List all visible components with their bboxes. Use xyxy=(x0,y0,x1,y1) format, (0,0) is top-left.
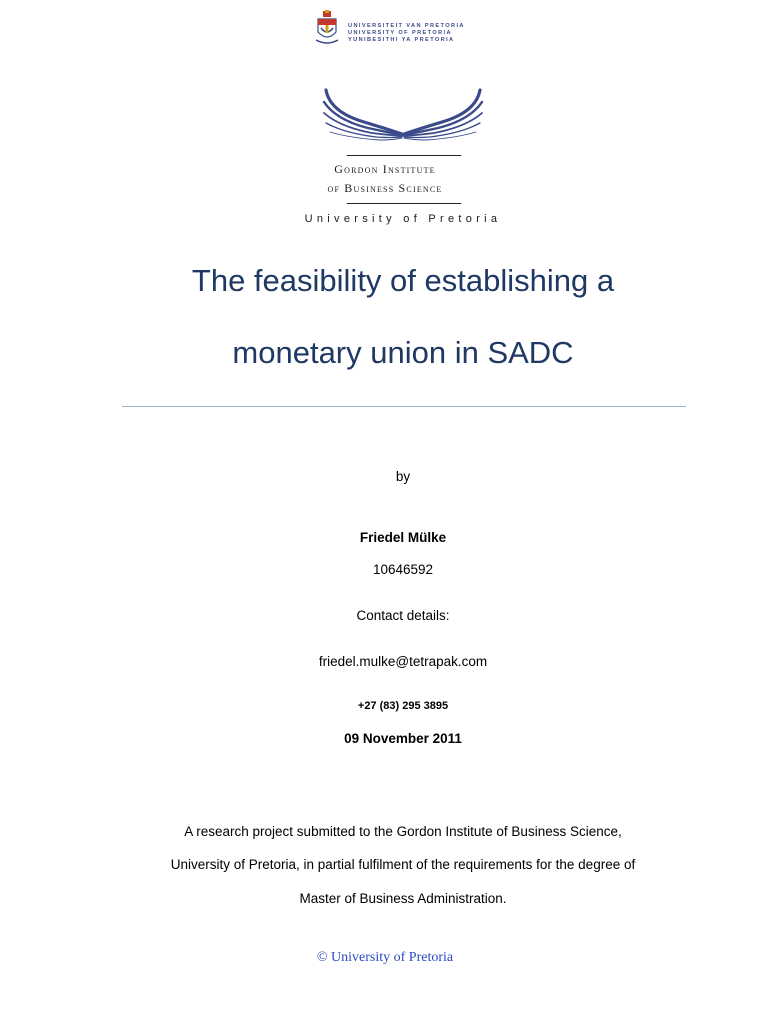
gibs-university-label: University of Pretoria xyxy=(304,213,502,225)
document-title-line1: The feasibility of establishing a xyxy=(191,263,615,298)
submission-date: 09 November 2011 xyxy=(344,731,462,746)
contact-label: Contact details: xyxy=(356,608,450,623)
author-name: Friedel Mülke xyxy=(359,530,447,545)
gibs-top-rule xyxy=(347,155,461,156)
submission-line1: A research project submitted to the Gordon Institute of Business Science, xyxy=(184,824,622,839)
university-name-sepedi: YUNIBESITHI YA PRETORIA xyxy=(348,37,455,43)
university-name-english: UNIVERSITY OF PRETORIA xyxy=(348,30,452,36)
gibs-name-line2: of Business Science xyxy=(327,181,443,195)
document-title-line2: monetary union in SADC xyxy=(232,335,574,370)
gibs-bottom-rule xyxy=(347,203,461,204)
gibs-name-line1: Gordon Institute xyxy=(334,162,436,176)
submission-line3: Master of Business Administration. xyxy=(299,891,507,906)
university-crest-icon xyxy=(316,10,338,44)
copyright-notice: © University of Pretoria xyxy=(316,950,454,965)
university-of-pretoria-logo xyxy=(316,10,465,48)
author-phone: +27 (83) 295 3895 xyxy=(357,700,449,712)
by-label: by xyxy=(395,469,411,484)
author-email[interactable]: friedel.mulke@tetrapak.com xyxy=(318,654,488,669)
title-divider xyxy=(122,406,686,407)
university-name-afrikaans: UNIVERSITEIT VAN PRETORIA xyxy=(348,23,465,29)
student-number: 10646592 xyxy=(372,562,434,577)
university-name-lines xyxy=(348,23,465,44)
gibs-wings-icon xyxy=(320,88,486,148)
submission-line2: University of Pretoria, in partial fulfilment of the requirements for the degree of xyxy=(170,857,636,872)
